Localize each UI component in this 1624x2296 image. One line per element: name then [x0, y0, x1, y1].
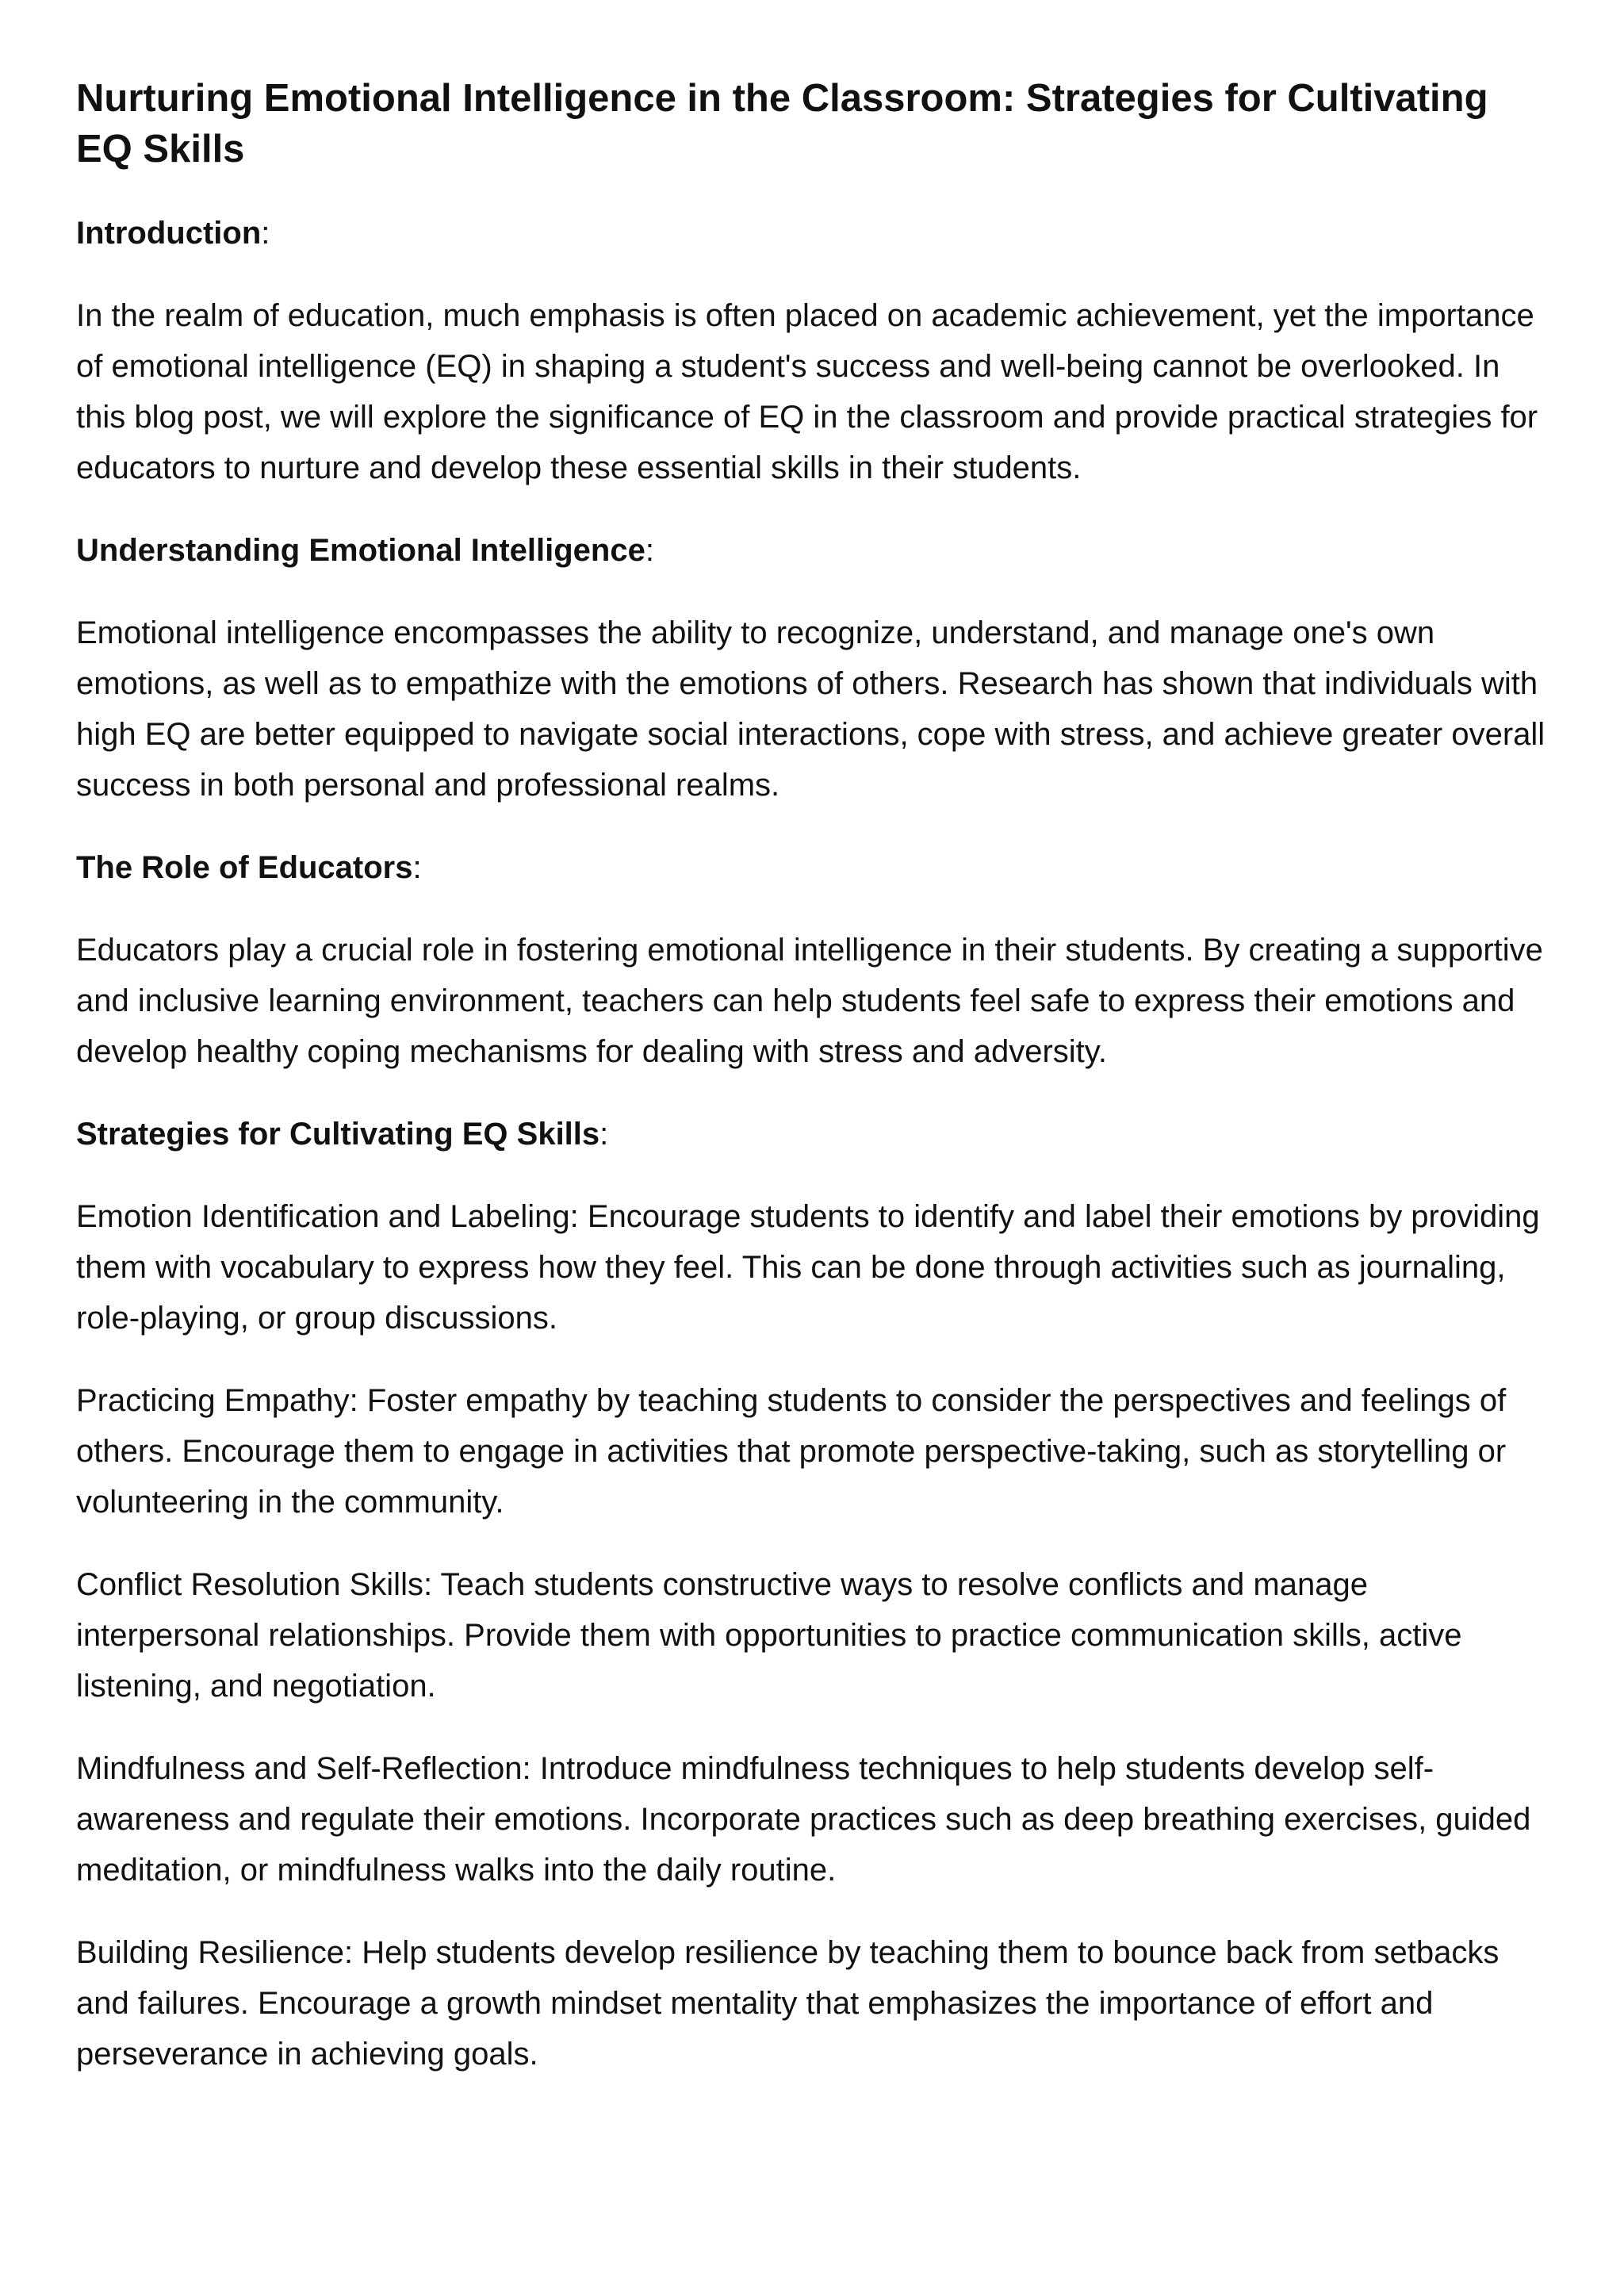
document-title: Nurturing Emotional Intelligence in the Classroom: Strategies for Cultivating EQ Skills	[76, 77, 1488, 171]
heading-colon: :	[261, 216, 270, 251]
section-heading-strategies	[76, 1109, 1548, 1159]
strategy-emotion-identification-paragraph: Emotion Identification and Labeling: Encourage students to identify and label their emotions by providing them with vocabulary to express how they feel. This can be done through activities such as journaling, role-playing, or group discussions.	[76, 1199, 1540, 1336]
heading-colon: :	[645, 533, 654, 568]
understanding-paragraph: Emotional intelligence encompasses the ability to recognize, understand, and manage one's own emotions, as well as to empathize with the emotions of others. Research has shown that individuals with high EQ are better equipped to navigate social interactions, cope with stress, and achieve greater overall success in both personal and professional realms.	[76, 615, 1545, 803]
heading-colon: :	[599, 1117, 609, 1152]
section-heading-text: Understanding Emotional Intelligence	[76, 533, 645, 568]
section-heading-text: Strategies for Cultivating EQ Skills	[76, 1117, 600, 1152]
strategy-mindfulness-paragraph: Mindfulness and Self-Reflection: Introduce mindfulness techniques to help students develop self-awareness and regulate their emotions. Incorporate practices such as deep breathing exercises, guided meditation, or mindfulness walks into the daily routine.	[76, 1751, 1531, 1888]
introduction-paragraph: In the realm of education, much emphasis is often placed on academic achievement, yet the importance of emotional intelligence (EQ) in shaping a student's success and well-being cannot be overlooked. In this blog post, we will explore the significance of EQ in the classroom and provide practical strategies for educators to nurture and develop these essential skills in their students.	[76, 298, 1538, 485]
heading-colon: :	[412, 850, 422, 885]
section-heading-text: The Role of Educators	[76, 850, 413, 885]
section-heading-text: Introduction	[76, 216, 262, 251]
strategy-conflict-resolution-paragraph: Conflict Resolution Skills: Teach students constructive ways to resolve conflicts and manage interpersonal relationships. Provide them with opportunities to practice communication skills, active listening, and negotiation.	[76, 1567, 1462, 1704]
section-heading-introduction	[76, 208, 1548, 259]
role-of-educators-paragraph: Educators play a crucial role in fostering emotional intelligence in their students. By creating a supportive and inclusive learning environment, teachers can help students feel safe to express their emotions and develop healthy coping mechanisms for dealing with stress and adversity.	[76, 933, 1543, 1069]
strategy-practicing-empathy-paragraph: Practicing Empathy: Foster empathy by teaching students to consider the perspectives and feelings of others. Encourage them to engage in activities that promote perspective-taking, such as storytelling or volunteering in the community.	[76, 1383, 1507, 1520]
strategy-building-resilience-paragraph: Building Resilience: Help students develop resilience by teaching them to bounce back from setbacks and failures. Encourage a growth mindset mentality that emphasizes the importance of effort and perseverance in achieving goals.	[76, 1935, 1500, 2072]
section-heading-role-of-educators	[76, 842, 1548, 893]
section-heading-understanding	[76, 525, 1548, 576]
